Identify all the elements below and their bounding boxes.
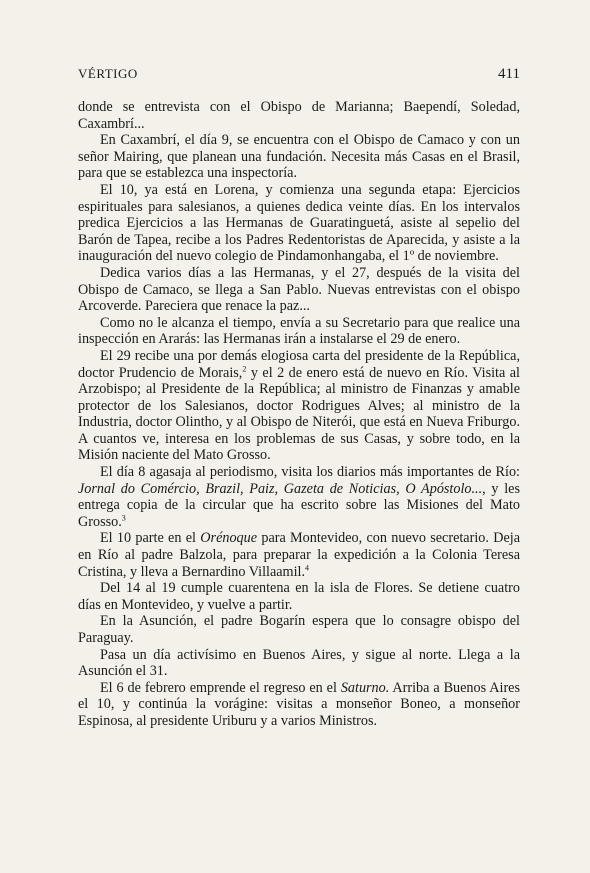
text-run: , y les entrega copia de la circular que ha escrito sobre las Misiones del Mato Grosso. <box>78 480 520 530</box>
italic-text: Jornal do Comércio, Brazil, Paiz, Gazeta de Noticias, O Apóstolo... <box>78 480 483 497</box>
paragraph <box>78 182 520 265</box>
text-run: El 29 recibe una por demás elogiosa carta del presidente de la República, doctor Prudencio de Morais, <box>78 347 520 381</box>
footnote-ref: 4 <box>305 562 310 572</box>
text-run: El 6 de febrero emprende el regreso en el <box>100 679 341 696</box>
page-number: 411 <box>498 66 520 82</box>
text-run: En la Asunción, el padre Bogarín espera que lo consagre obispo del Paraguay. <box>78 613 520 646</box>
paragraph <box>78 265 520 315</box>
paragraph <box>78 647 520 680</box>
italic-text: Saturno. <box>340 679 390 696</box>
text-run: Pasa un día activísimo en Buenos Aires, y sigue al norte. Llega a la Asunción el 31. <box>78 646 520 680</box>
paragraph <box>78 613 520 646</box>
text-run: Dedica varios días a las Hermanas, y el 27, después de la visita del Obispo de Camaco, se llega a San Pablo. Nuevas entrevistas con el obispo Arcoverde. Pareciera que renace la paz... <box>78 264 520 315</box>
footnote-ref: 3 <box>121 513 126 523</box>
text-run: y el 2 de enero está de nuevo en Río. Visita al Arzobispo; al Presidente de la República; al ministro de Finanzas y amable protector de los Salesianos, doctor Rodrigues Alves; al ministro de la Industria, doctor Olintho, y al Obispo de Niterói, que está en Nueva Friburgo. A cuantos ve, interesa en los problemas de sus Casas, y sobre todo, en la Misión naciente del Mato Grosso. <box>78 364 520 464</box>
text-run: En Caxambrí, el día 9, se encuentra con el Obispo de Camaco y con un señor Mairing, que planean una fundación. Necesita más Casas en el Brasil, para que se establezca una inspectoría. <box>78 132 520 182</box>
paragraph <box>78 315 520 348</box>
running-header <box>78 66 520 83</box>
text-run: para Montevideo, con nuevo secretario. Deja en Río al padre Balzola, para preparar la expedición a la Colonia Teresa Cristina, y lleva a Bernardino Villaamil. <box>78 530 520 580</box>
text-run: Como no le alcanza el tiempo, envía a su Secretario para que realice una inspección en Ararás: las Hermanas irán a instalarse el 29 de enero. <box>78 314 520 348</box>
text-run: donde se entrevista con el Obispo de Marianna; Baependí, Soledad, Caxambrí... <box>78 99 520 132</box>
text-run: El 10 parte en el <box>100 530 201 547</box>
paragraph <box>78 530 520 580</box>
text-run: Del 14 al 19 cumple cuarentena en la isla de Flores. Se detiene cuatro días en Montevideo, y vuelve a partir. <box>78 580 520 613</box>
paragraph <box>78 580 520 613</box>
italic-text: Orénoque <box>200 530 258 547</box>
text-run: El 10, ya está en Lorena, y comienza una segunda etapa: Ejercicios espirituales para salesianos, a quienes dedica veinte días. En los intervalos predica Ejercicios a las Hermanas de Guaratinguetá, asiste al sepelio del Barón de Tapea, recibe a los Padres Redentoristas de Aparecida, y asiste a la inauguración del nuevo colegio de Pindamonhangaba, el 1º de noviembre. <box>78 181 520 265</box>
running-title: VÉRTIGO <box>78 66 138 81</box>
text-run: El día 8 agasaja al periodismo, visita los diarios más importantes de Río: <box>100 464 520 481</box>
body-text <box>78 99 520 730</box>
text-run: Arriba a Buenos Aires el 10, y continúa la vorágine: visitas a monseñor Boneo, a monseñor Espinosa, al presidente Uriburu y a varios Ministros. <box>78 679 520 729</box>
paragraph <box>78 99 520 132</box>
paragraph <box>78 464 520 530</box>
paragraph <box>78 348 520 464</box>
paragraph <box>78 680 520 730</box>
footnote-ref: 2 <box>242 363 247 373</box>
paragraph <box>78 132 520 182</box>
